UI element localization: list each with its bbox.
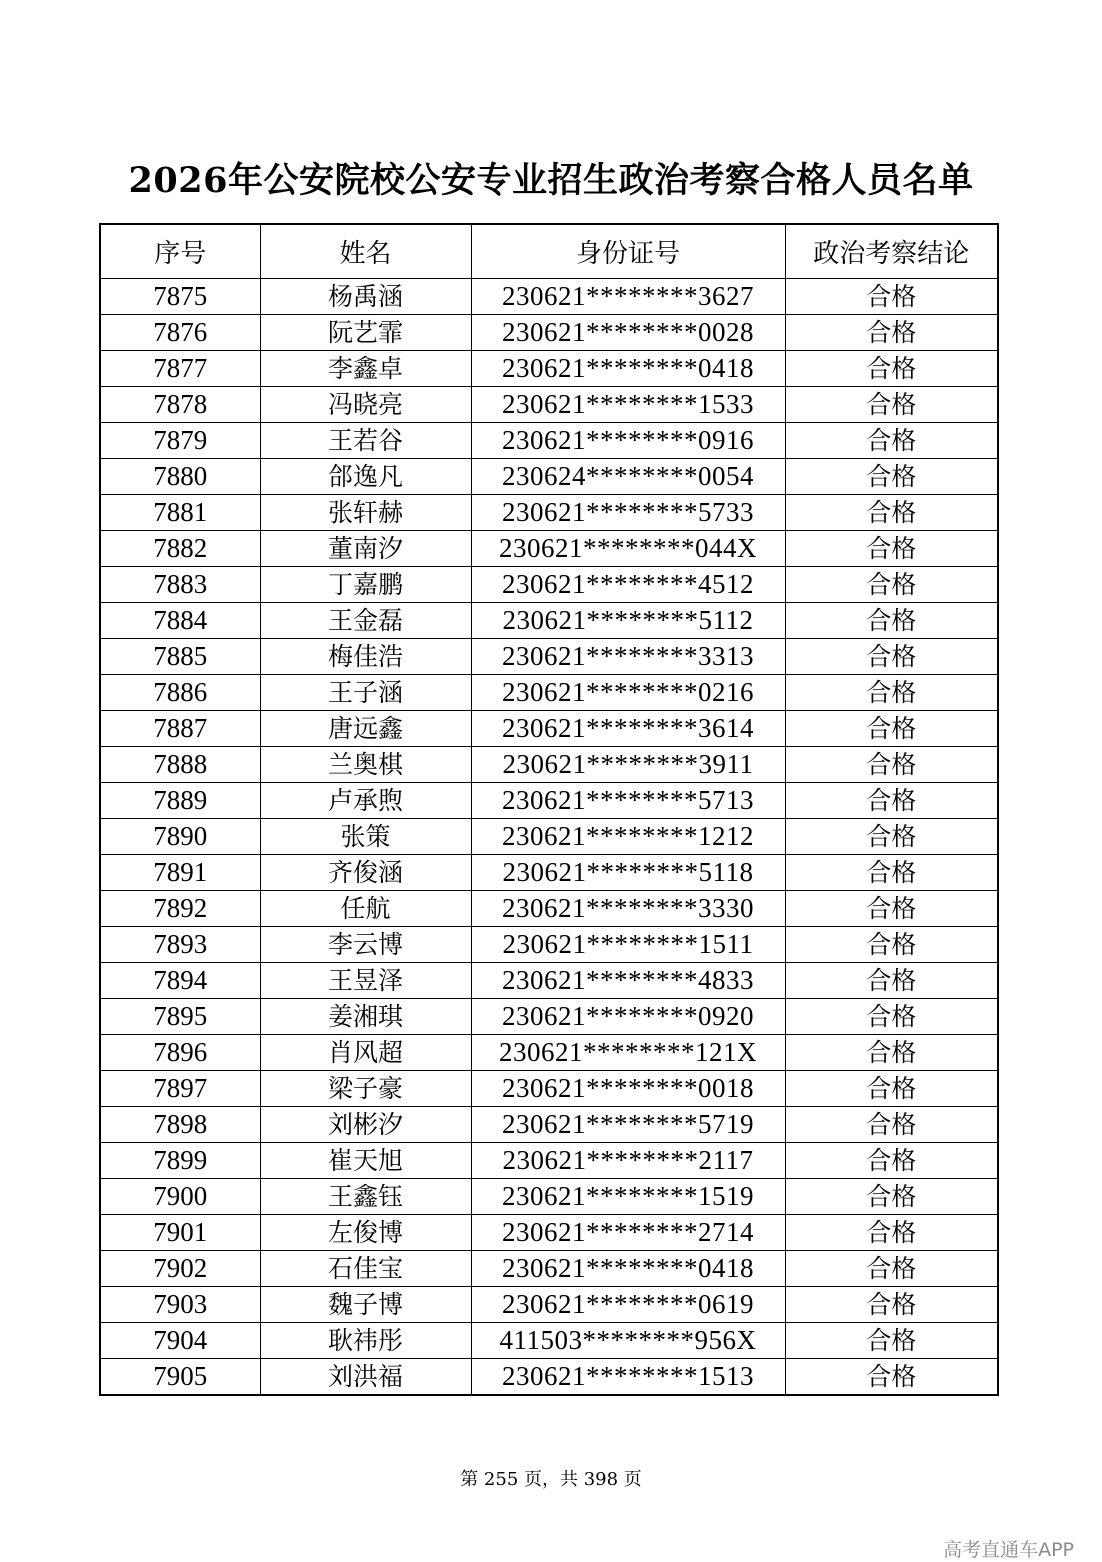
seq-cell: 7875 bbox=[100, 279, 260, 315]
name-cell: 刘彬汐 bbox=[260, 1107, 471, 1143]
id-number-cell: 230621********1519 bbox=[471, 1179, 785, 1215]
id-number-cell: 230621********2714 bbox=[471, 1215, 785, 1251]
seq-cell: 7895 bbox=[100, 999, 260, 1035]
seq-cell: 7880 bbox=[100, 459, 260, 495]
id-number-cell: 411503********956X bbox=[471, 1323, 785, 1359]
result-cell: 合格 bbox=[785, 1215, 998, 1251]
name-cell: 董南汐 bbox=[260, 531, 471, 567]
result-cell: 合格 bbox=[785, 675, 998, 711]
table-row bbox=[100, 423, 998, 459]
name-cell: 冯晓亮 bbox=[260, 387, 471, 423]
name-cell: 梁子豪 bbox=[260, 1071, 471, 1107]
result-cell: 合格 bbox=[785, 1035, 998, 1071]
name-cell: 姜湘琪 bbox=[260, 999, 471, 1035]
table-row bbox=[100, 891, 998, 927]
column-header-id: 身份证号 bbox=[471, 224, 785, 279]
name-cell: 魏子博 bbox=[260, 1287, 471, 1323]
table-row bbox=[100, 963, 998, 999]
result-cell: 合格 bbox=[785, 819, 998, 855]
id-number-cell: 230621********1533 bbox=[471, 387, 785, 423]
seq-cell: 7878 bbox=[100, 387, 260, 423]
result-cell: 合格 bbox=[785, 1071, 998, 1107]
id-number-cell: 230621********4833 bbox=[471, 963, 785, 999]
seq-cell: 7885 bbox=[100, 639, 260, 675]
table-row bbox=[100, 855, 998, 891]
table-row bbox=[100, 1287, 998, 1323]
id-number-cell: 230621********5713 bbox=[471, 783, 785, 819]
column-header-name: 姓名 bbox=[260, 224, 471, 279]
id-number-cell: 230621********5118 bbox=[471, 855, 785, 891]
id-number-cell: 230621********0418 bbox=[471, 351, 785, 387]
seq-cell: 7893 bbox=[100, 927, 260, 963]
seq-cell: 7900 bbox=[100, 1179, 260, 1215]
id-number-cell: 230624********0054 bbox=[471, 459, 785, 495]
id-number-cell: 230621********3614 bbox=[471, 711, 785, 747]
result-cell: 合格 bbox=[785, 855, 998, 891]
result-cell: 合格 bbox=[785, 1107, 998, 1143]
id-number-cell: 230621********0619 bbox=[471, 1287, 785, 1323]
result-cell: 合格 bbox=[785, 711, 998, 747]
id-number-cell: 230621********0028 bbox=[471, 315, 785, 351]
seq-cell: 7876 bbox=[100, 315, 260, 351]
table-row bbox=[100, 675, 998, 711]
name-cell: 王若谷 bbox=[260, 423, 471, 459]
id-number-cell: 230621********0018 bbox=[471, 1071, 785, 1107]
watermark: 高考直通车APP bbox=[943, 1539, 1074, 1561]
name-cell: 王金磊 bbox=[260, 603, 471, 639]
table-row bbox=[100, 1323, 998, 1359]
table-row bbox=[100, 999, 998, 1035]
name-cell: 丁嘉鹏 bbox=[260, 567, 471, 603]
table-row bbox=[100, 387, 998, 423]
name-cell: 卢承煦 bbox=[260, 783, 471, 819]
table-row bbox=[100, 1107, 998, 1143]
seq-cell: 7883 bbox=[100, 567, 260, 603]
seq-cell: 7889 bbox=[100, 783, 260, 819]
table-row bbox=[100, 279, 998, 315]
id-number-cell: 230621********3313 bbox=[471, 639, 785, 675]
result-cell: 合格 bbox=[785, 567, 998, 603]
seq-cell: 7890 bbox=[100, 819, 260, 855]
seq-cell: 7881 bbox=[100, 495, 260, 531]
result-cell: 合格 bbox=[785, 495, 998, 531]
name-cell: 李鑫卓 bbox=[260, 351, 471, 387]
seq-cell: 7886 bbox=[100, 675, 260, 711]
result-cell: 合格 bbox=[785, 423, 998, 459]
seq-cell: 7902 bbox=[100, 1251, 260, 1287]
id-number-cell: 230621********0916 bbox=[471, 423, 785, 459]
id-number-cell: 230621********2117 bbox=[471, 1143, 785, 1179]
table-row bbox=[100, 711, 998, 747]
name-cell: 杨禹涵 bbox=[260, 279, 471, 315]
seq-cell: 7892 bbox=[100, 891, 260, 927]
result-cell: 合格 bbox=[785, 1287, 998, 1323]
result-cell: 合格 bbox=[785, 1179, 998, 1215]
page-title: 2026年公安院校公安专业招生政治考察合格人员名单 bbox=[128, 160, 974, 201]
id-number-cell: 230621********4512 bbox=[471, 567, 785, 603]
table-row bbox=[100, 783, 998, 819]
table-body bbox=[100, 279, 998, 1396]
name-cell: 李云博 bbox=[260, 927, 471, 963]
table-row bbox=[100, 531, 998, 567]
column-header-result: 政治考察结论 bbox=[785, 224, 998, 279]
table-row bbox=[100, 1251, 998, 1287]
table-row bbox=[100, 1071, 998, 1107]
seq-cell: 7903 bbox=[100, 1287, 260, 1323]
name-cell: 王子涵 bbox=[260, 675, 471, 711]
seq-cell: 7897 bbox=[100, 1071, 260, 1107]
table-header-row bbox=[100, 224, 998, 279]
seq-cell: 7904 bbox=[100, 1323, 260, 1359]
name-cell: 王鑫钰 bbox=[260, 1179, 471, 1215]
name-cell: 王昱泽 bbox=[260, 963, 471, 999]
id-number-cell: 230621********121X bbox=[471, 1035, 785, 1071]
id-number-cell: 230621********3627 bbox=[471, 279, 785, 315]
name-cell: 郃逸凡 bbox=[260, 459, 471, 495]
id-number-cell: 230621********0920 bbox=[471, 999, 785, 1035]
name-cell: 齐俊涵 bbox=[260, 855, 471, 891]
id-number-cell: 230621********0418 bbox=[471, 1251, 785, 1287]
seq-cell: 7898 bbox=[100, 1107, 260, 1143]
result-cell: 合格 bbox=[785, 1143, 998, 1179]
name-cell: 张轩赫 bbox=[260, 495, 471, 531]
table-row bbox=[100, 567, 998, 603]
table-row bbox=[100, 1143, 998, 1179]
name-cell: 阮艺霏 bbox=[260, 315, 471, 351]
id-number-cell: 230621********5112 bbox=[471, 603, 785, 639]
table-row bbox=[100, 459, 998, 495]
seq-cell: 7905 bbox=[100, 1359, 260, 1396]
table-row bbox=[100, 1215, 998, 1251]
id-number-cell: 230621********1513 bbox=[471, 1359, 785, 1396]
result-cell: 合格 bbox=[785, 1251, 998, 1287]
seq-cell: 7877 bbox=[100, 351, 260, 387]
result-cell: 合格 bbox=[785, 891, 998, 927]
id-number-cell: 230621********5733 bbox=[471, 495, 785, 531]
result-cell: 合格 bbox=[785, 531, 998, 567]
result-cell: 合格 bbox=[785, 927, 998, 963]
table-row bbox=[100, 1179, 998, 1215]
page-number: 第 255 页，共 398 页 bbox=[460, 1469, 642, 1490]
seq-cell: 7894 bbox=[100, 963, 260, 999]
seq-cell: 7879 bbox=[100, 423, 260, 459]
table-row bbox=[100, 315, 998, 351]
result-cell: 合格 bbox=[785, 603, 998, 639]
seq-cell: 7884 bbox=[100, 603, 260, 639]
result-cell: 合格 bbox=[785, 279, 998, 315]
id-number-cell: 230621********3330 bbox=[471, 891, 785, 927]
id-number-cell: 230621********044X bbox=[471, 531, 785, 567]
id-number-cell: 230621********3911 bbox=[471, 747, 785, 783]
result-cell: 合格 bbox=[785, 963, 998, 999]
result-cell: 合格 bbox=[785, 1323, 998, 1359]
id-number-cell: 230621********1212 bbox=[471, 819, 785, 855]
result-cell: 合格 bbox=[785, 639, 998, 675]
seq-cell: 7887 bbox=[100, 711, 260, 747]
result-cell: 合格 bbox=[785, 459, 998, 495]
table-row bbox=[100, 927, 998, 963]
table-row bbox=[100, 1035, 998, 1071]
table-row bbox=[100, 747, 998, 783]
id-number-cell: 230621********5719 bbox=[471, 1107, 785, 1143]
roster-table bbox=[99, 223, 999, 1396]
id-number-cell: 230621********1511 bbox=[471, 927, 785, 963]
name-cell: 梅佳浩 bbox=[260, 639, 471, 675]
name-cell: 张策 bbox=[260, 819, 471, 855]
result-cell: 合格 bbox=[785, 1359, 998, 1396]
name-cell: 兰奥棋 bbox=[260, 747, 471, 783]
id-number-cell: 230621********0216 bbox=[471, 675, 785, 711]
table-row bbox=[100, 819, 998, 855]
table-row bbox=[100, 639, 998, 675]
name-cell: 唐远鑫 bbox=[260, 711, 471, 747]
seq-cell: 7882 bbox=[100, 531, 260, 567]
name-cell: 左俊博 bbox=[260, 1215, 471, 1251]
result-cell: 合格 bbox=[785, 387, 998, 423]
name-cell: 肖风超 bbox=[260, 1035, 471, 1071]
result-cell: 合格 bbox=[785, 999, 998, 1035]
column-header-seq: 序号 bbox=[100, 224, 260, 279]
result-cell: 合格 bbox=[785, 351, 998, 387]
seq-cell: 7891 bbox=[100, 855, 260, 891]
result-cell: 合格 bbox=[785, 747, 998, 783]
name-cell: 刘洪福 bbox=[260, 1359, 471, 1396]
name-cell: 任航 bbox=[260, 891, 471, 927]
table-row bbox=[100, 495, 998, 531]
name-cell: 耿祎彤 bbox=[260, 1323, 471, 1359]
table-row bbox=[100, 603, 998, 639]
table-row bbox=[100, 1359, 998, 1396]
table-row bbox=[100, 351, 998, 387]
seq-cell: 7899 bbox=[100, 1143, 260, 1179]
seq-cell: 7888 bbox=[100, 747, 260, 783]
seq-cell: 7896 bbox=[100, 1035, 260, 1071]
name-cell: 崔天旭 bbox=[260, 1143, 471, 1179]
name-cell: 石佳宝 bbox=[260, 1251, 471, 1287]
seq-cell: 7901 bbox=[100, 1215, 260, 1251]
result-cell: 合格 bbox=[785, 783, 998, 819]
result-cell: 合格 bbox=[785, 315, 998, 351]
